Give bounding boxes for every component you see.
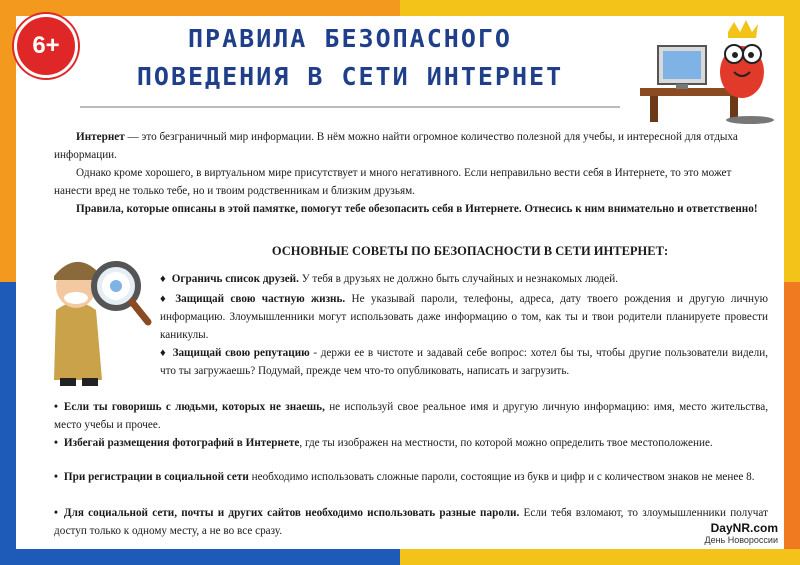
tip-text: - держи ее в чистоте и задавай себе вопрос: хотел бы ты, чтобы другие пользователи видели, что ты загружаешь? Подумай, прежде чем что-то опубликовать, написать и загрузить. [160, 347, 768, 377]
intro-p1-text: — это безграничный мир информации. В нём можно найти огромное количество полезной для учебы, и интересной для отдыха информации. [54, 131, 738, 161]
tip-item [160, 344, 768, 380]
logo-name: DayNR.com [710, 521, 778, 535]
tip-text: , где ты изображен на местности, по которой можно определить твое местоположение. [299, 437, 713, 449]
computer-character-illustration [630, 16, 780, 126]
frame-bottom-left [0, 549, 400, 565]
tip-heading: Защищай свою репутацию [172, 347, 310, 359]
site-watermark-logo [704, 521, 778, 545]
tip-text: не используй свое реальное имя и другую личную информацию: имя, место жительства, место учебы и прочее. [54, 401, 769, 431]
title-line-1: ПРАВИЛА БЕЗОПАСНОГО [188, 24, 512, 53]
tip-item [160, 290, 768, 344]
intro-paragraph-2: Однако кроме хорошего, в виртуальном мире присутствует и много негативного. Если неправильно вести себя в Интернете, то это может нанести вред не только тебе, но и твоим родственникам и близким друзьям. [54, 167, 732, 197]
tip-text: Если тебя взломают, то злоумышленники получат доступ только к одному месту, а не во все сразу. [54, 507, 768, 537]
tip-text: У тебя в друзьях не должно быть случайных и незнакомых людей. [298, 273, 618, 285]
frame-top-right [400, 0, 800, 16]
tip-heading: Избегай размещения фотографий в Интернете [63, 437, 300, 449]
tip-heading: Для социальной сети, почты и других сайтов необходимо использовать разные пароли. [63, 507, 520, 519]
logo-subtitle: День Новороссии [704, 535, 778, 545]
tip-item [54, 398, 768, 434]
tip-item [54, 468, 768, 486]
frame-left-bottom [0, 282, 16, 565]
tip-item [160, 270, 768, 288]
title-line-2: ПОВЕДЕНИЯ В СЕТИ ИНТЕРНЕТ [136, 62, 564, 91]
tip-item [54, 434, 768, 452]
tip-heading: Защищай свою частную жизнь. [175, 293, 346, 305]
title-divider [80, 106, 620, 108]
section-title: ОСНОВНЫЕ СОВЕТЫ ПО БЕЗОПАСНОСТИ В СЕТИ ИНТЕРНЕТ: [271, 244, 669, 258]
diamond-bullet-icon: ♦ [160, 273, 166, 285]
frame-bottom-right [400, 549, 800, 565]
frame-right-bottom [784, 282, 800, 565]
diamond-bullet-icon: ♦ [160, 293, 170, 305]
tip-heading: Если ты говоришь с людьми, которых не знаешь, [63, 401, 325, 413]
tip-item [54, 504, 768, 540]
frame-top-left [0, 0, 400, 16]
intro-paragraph-1 [54, 128, 766, 164]
age-rating-badge: 6+ [14, 14, 78, 78]
diamond-bullet-icon: ♦ [160, 347, 167, 359]
tip-heading: При регистрации в социальной сети [63, 471, 249, 483]
intro-paragraph-3: Правила, которые описаны в этой памятке, помогут тебе обезопасить себя в Интернете. Отнесись к ним внимательно и ответственно! [76, 203, 758, 215]
detective-illustration [36, 240, 158, 390]
dot-bullet-icon: • [54, 401, 58, 413]
dot-bullet-icon: • [54, 507, 58, 519]
tip-text: Не указывай пароли, телефоны, адреса, дату твоего рождения и другую личную информацию. Злоумышленники могут использовать даже информацию о том, как ты и твои родители планируете провести каникулы. [160, 293, 768, 341]
tip-text: необходимо использовать сложные пароли, состоящие из букв и цифр и с количеством знаков не менее 8. [248, 471, 755, 483]
intro-keyword: Интернет [76, 131, 125, 143]
dot-bullet-icon: • [54, 471, 58, 483]
dot-bullet-icon: • [54, 437, 58, 449]
tip-heading: Ограничь список друзей. [171, 273, 299, 285]
